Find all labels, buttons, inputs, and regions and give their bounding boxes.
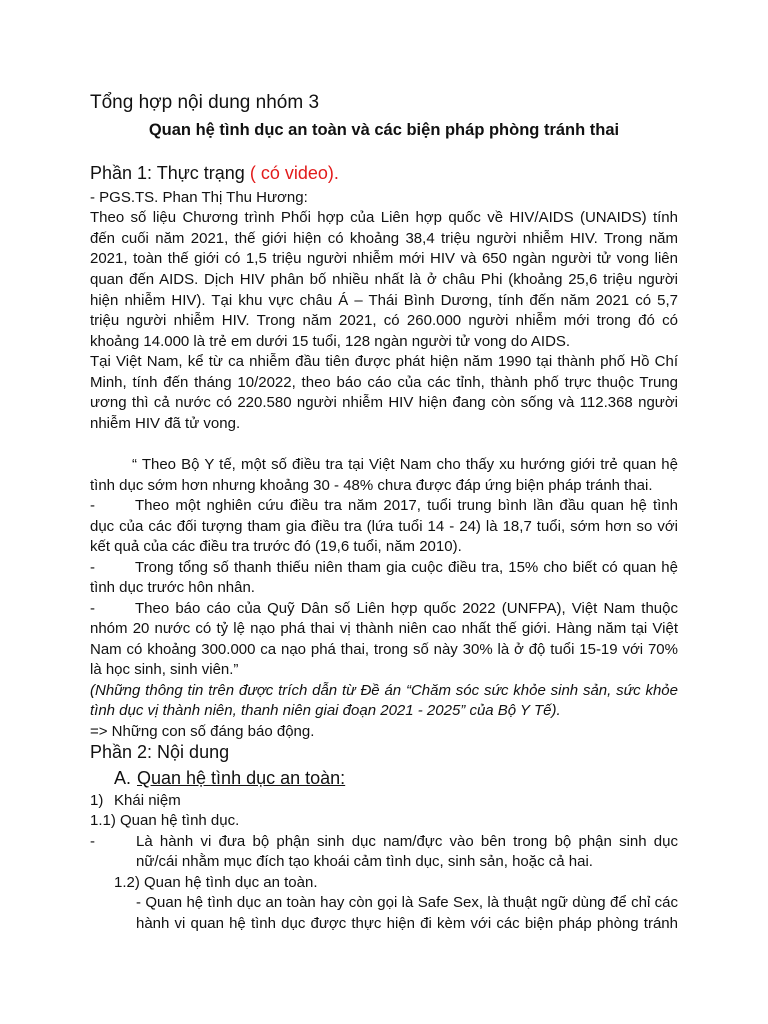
bullet-line: tình dục trước hôn nhân. [90, 579, 255, 596]
bullet-dash: - [90, 559, 95, 576]
bullet-dash: - [90, 833, 95, 850]
paragraph-line: Minh, tính đến tháng 10/2022, theo báo cáo của các tỉnh, thành phố trực thuộc Trung [90, 374, 678, 391]
paragraph-line: đến cuối năm 2021, thế giới hiện có khoảng 38,4 triệu người nhiễm HIV. Trong năm [90, 230, 678, 247]
paragraph-line: nhiễm HIV đã tử vong. [90, 415, 241, 432]
item-marker: 1) [90, 792, 104, 809]
paragraph-line: triệu người nhiễm HIV. Trong năm 2021, có 260.000 người nhiễm mới trong đó có [90, 312, 678, 329]
document-subtitle: Quan hệ tình dục an toàn và các biện pháp phòng tránh thai [148, 121, 620, 139]
quote-line: tình dục sớm hơn nhưng khoảng 30 - 48% chưa được đáp ứng biện pháp tránh thai. [90, 477, 653, 494]
subsection-heading: 1.1) Quan hệ tình dục. [90, 812, 240, 829]
paragraph-line: khoảng 14.000 là trẻ em dưới 15 tuổi, 128 ngàn người tử vong do AIDS. [90, 333, 571, 350]
bullet-dash: - [90, 600, 95, 617]
paragraph-line: Tại Việt Nam, kể từ ca nhiễm đầu tiên được phát hiện năm 1990 tại thành phố Hồ Chí [90, 353, 678, 370]
section-a-marker: A. [114, 768, 132, 788]
source-note: tình dục vị thành niên, thanh niên giai đoạn 2021 - 2025” của Bộ Y Tế). [90, 702, 561, 719]
subsection-heading: 1.2) Quan hệ tình dục an toàn. [114, 874, 318, 891]
author-line: - PGS.TS. Phan Thị Thu Hương: [90, 189, 308, 206]
bullet-line: Theo báo cáo của Quỹ Dân số Liên hợp quốc 2022 (UNFPA), Việt Nam thuộc [135, 600, 678, 617]
quote-line: “ Theo Bộ Y tế, một số điều tra tại Việt Nam cho thấy xu hướng giới trẻ quan hệ [132, 456, 678, 473]
paragraph-line: quan đến AIDS. Dịch HIV phân bố nhiều nhất là ở châu Phi (khoảng 25,6 triệu người [90, 271, 678, 288]
conclusion: => Những con số đáng báo động. [90, 723, 315, 740]
paragraph-line: hiện nhiễm HIV). Tại khu vực châu Á – Thái Bình Dương, tính đến năm 2021 có 5,7 [90, 292, 678, 309]
bullet-line: Nam có khoảng 300.000 ca nạo phá thai, trong số này 30% là ở độ tuổi 15-19 với 70% [90, 641, 678, 658]
definition-line: - Quan hệ tình dục an toàn hay còn gọi là Safe Sex, là thuật ngữ dùng để chỉ các [136, 894, 678, 911]
section-a-title: Quan hệ tình dục an toàn: [137, 768, 346, 788]
video-note: ( có video). [249, 163, 339, 183]
bullet-line: là học sinh, sinh viên.” [90, 661, 239, 678]
part1-heading [90, 163, 678, 184]
bullet-line: nhóm 20 nước có tỷ lệ nạo phá thai vị thành niên cao nhất thế giới. Hàng năm tại Việt [90, 620, 678, 637]
definition-line: Là hành vi đưa bộ phận sinh dục nam/đực vào bên trong bộ phận sinh dục [136, 833, 678, 850]
document-title: Tổng hợp nội dung nhóm 3 [90, 92, 320, 113]
item-label: Khái niệm [114, 792, 181, 809]
bullet-line: Trong tổng số thanh thiếu niên tham gia cuộc điều tra, 15% cho biết có quan hệ [135, 559, 678, 576]
paragraph-line: 2021, toàn thế giới có 1,5 triệu người nhiễm mới HIV và 650 ngàn người tử vong liên [90, 250, 678, 267]
paragraph-line: ương thì cả nước có 220.580 người nhiễm HIV hiện đang còn sống và 112.368 người [90, 394, 678, 411]
source-note: (Những thông tin trên được trích dẫn từ Đề án “Chăm sóc sức khỏe sinh sản, sức khỏe [90, 682, 678, 699]
bullet-line: Theo một nghiên cứu điều tra năm 2017, tuổi trung bình lần đầu quan hệ tình [135, 497, 678, 514]
definition-line: hành vi quan hệ tình dục được thực hiện đi kèm với các biện pháp phòng tránh [136, 915, 678, 932]
definition-line: nữ/cái nhằm mục đích tạo khoái cảm tình dục, sinh sản, hoặc cả hai. [136, 853, 593, 870]
part1-heading-text: Phần 1: Thực trạng [90, 163, 245, 183]
bullet-line: kết quả của các điều tra trước đó (19,6 tuổi, năm 2010). [90, 538, 462, 555]
part2-heading: Phần 2: Nội dung [90, 742, 230, 762]
paragraph-line: Theo số liệu Chương trình Phối hợp của Liên hợp quốc về HIV/AIDS (UNAIDS) tính [90, 209, 678, 226]
bullet-line: dục của các đối tượng tham gia điều tra (lứa tuổi 14 - 24) là 18,7 tuổi, sớm hơn so với [90, 518, 678, 535]
bullet-dash: - [90, 497, 95, 514]
